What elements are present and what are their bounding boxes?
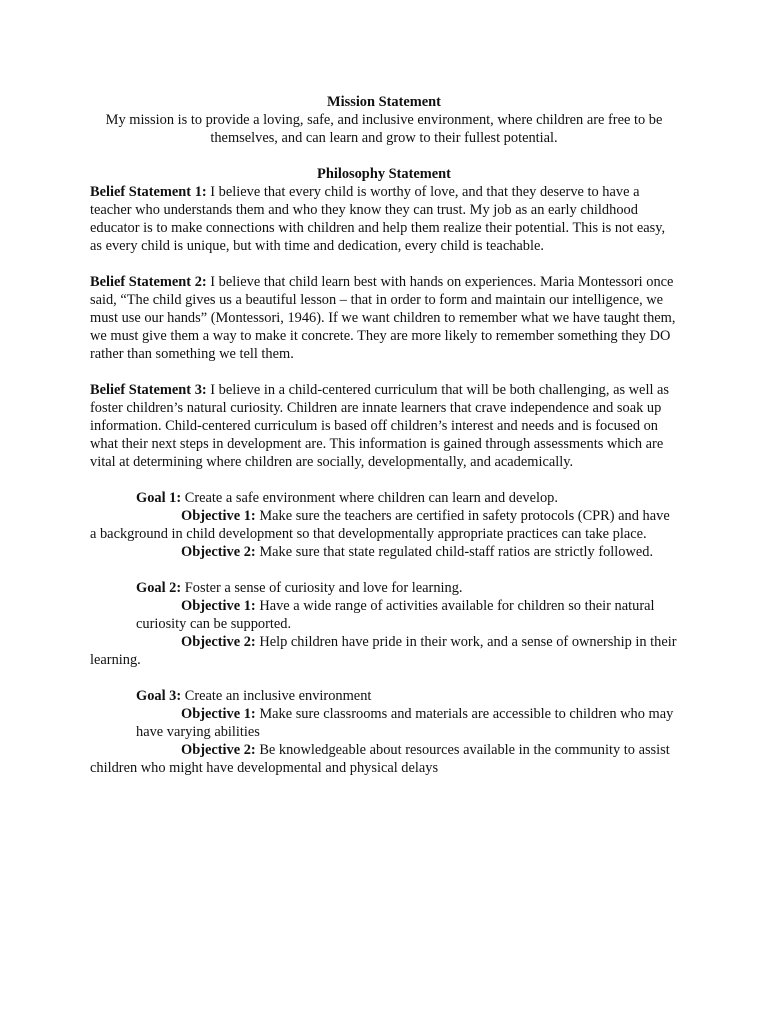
goal-3-objective-2 [90,741,678,777]
objective-text: Help children have pride in their work, and a sense of ownership in their learning. [90,634,677,668]
belief-statement-3 [90,381,678,471]
objective-text: Make sure classrooms and materials are accessible to children who may have varying abilities [136,706,674,740]
goal-2-objective-2 [90,633,678,669]
mission-text: My mission is to provide a loving, safe, and inclusive environment, where children are free to be themselves, and can learn and grow to their fullest potential. [105,112,663,146]
objective-label: Objective 2: [181,634,256,650]
belief-text: I believe that child learn best with hands on experiences. Maria Montessori once said, “The child gives us a beautiful lesson – that in order to form and maintain our intelligence, we must use our hands” (Montessori, 1946). If we want children to remember what we have taught them, we must give them a way to make it concrete. They are more likely to remember something they DO rather than something we tell them. [90,274,676,362]
belief-statement-1 [90,183,678,255]
objective-text: Have a wide range of activities available for children so their natural curiosity can be supported. [136,598,655,632]
goal-text: Foster a sense of curiosity and love for learning. [181,580,463,596]
objective-label: Objective 1: [181,706,256,722]
belief-label: Belief Statement 2: [90,274,207,290]
philosophy-title: Philosophy Statement [317,166,451,182]
objective-label: Objective 2: [181,742,256,758]
goal-text: Create an inclusive environment [181,688,372,704]
goal-1 [90,489,678,507]
goal-label: Goal 3: [136,688,182,704]
mission-title: Mission Statement [327,94,441,110]
objective-label: Objective 1: [181,598,256,614]
goal-1-objective-2 [90,543,678,561]
goal-1-objective-1 [90,507,678,543]
objective-text: Make sure that state regulated child-staff ratios are strictly followed. [255,544,654,560]
objective-text: Be knowledgeable about resources available in the community to assist children who might have developmental and physical delays [90,742,670,776]
objective-label: Objective 2: [181,544,256,560]
belief-label: Belief Statement 1: [90,184,207,200]
goal-3-objective-1 [90,705,678,741]
belief-statement-2 [90,273,678,363]
goal-text: Create a safe environment where children can learn and develop. [181,490,558,506]
goal-2-objective-1 [90,597,678,633]
belief-text: I believe in a child-centered curriculum that will be both challenging, as well as foster children’s natural curiosity. Children are innate learners that crave independence and soak up information. Child-centered curriculum is based off children’s interest and needs and is focused on what their next steps in development are. This information is gained through assessments which are vital at determining where children are socially, developmentally, and academically. [90,382,670,470]
objective-label: Objective 1: [181,508,256,524]
objective-text: Make sure the teachers are certified in safety protocols (CPR) and have a background in child development so that developmentally appropriate practices can take place. [90,508,670,542]
belief-text: I believe that every child is worthy of love, and that they deserve to have a teacher who understands them and who they know they can trust. My job as an early childhood educator is to make connections with children and help them realize their potential. This is not easy, as every child is unique, but with time and dedication, every child is teachable. [90,184,666,254]
goal-label: Goal 2: [136,580,182,596]
goal-2 [90,579,678,597]
goal-3 [90,687,678,705]
belief-label: Belief Statement 3: [90,382,207,398]
goal-label: Goal 1: [136,490,182,506]
